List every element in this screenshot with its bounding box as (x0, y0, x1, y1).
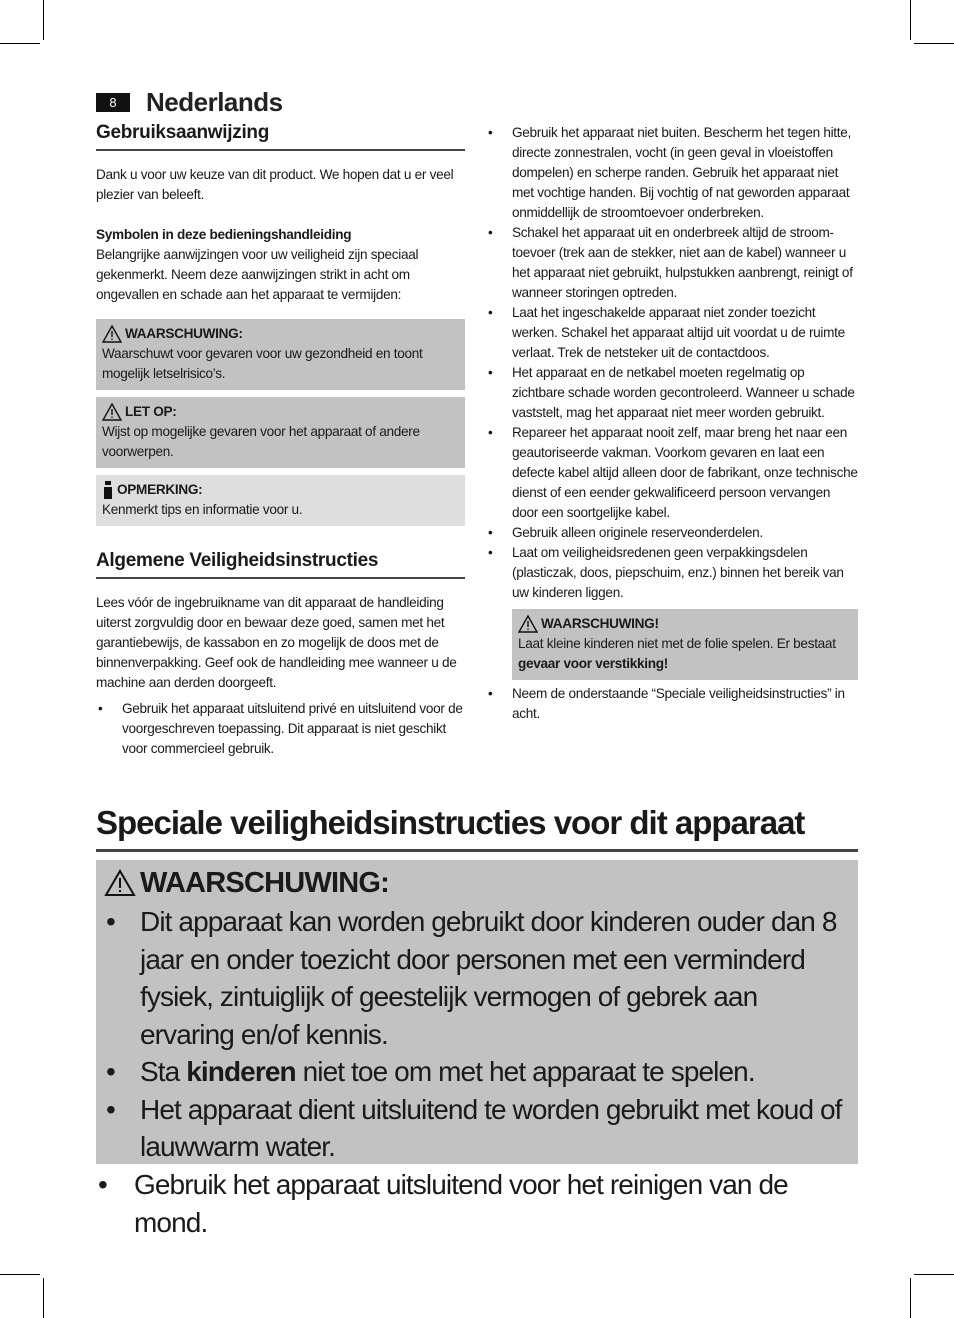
special-warning-list (104, 903, 850, 1166)
list-item: • Laat om veiligheidsredenen geen verpakkingsdelen (plasticzak, doos, piepschuim, enz.) binnen het bereik van uw kinderen liggen. (488, 545, 844, 600)
list-item: • Gebruik alleen originele reserveonderdelen. (486, 523, 858, 543)
packaging-warning-text: Laat kleine kinderen niet met de folie spelen. Er bestaat (518, 636, 836, 651)
caution-box-text: Wijst op mogelijke gevaren voor het apparaat of andere voorwerpen. (102, 424, 420, 459)
bullet: • (106, 1056, 115, 1087)
bullet: • (488, 425, 493, 440)
note-box-title: OPMERKING: (117, 482, 203, 497)
left-column (96, 122, 465, 759)
list-item: • Gebruik het apparaat uitsluitend privé en uitsluitend voor de voorgeschreven toepassing. Dit apparaat is niet geschikt voor commercieel gebruik. (98, 701, 463, 756)
warning-box-title: WAARSCHUWING: (125, 326, 243, 341)
bullet: • (98, 701, 103, 716)
right-column (486, 123, 858, 724)
general-safety-text: Lees vóór de ingebruikname van dit apparaat de handleiding uiterst zorgvuldig door en bewaar deze goed, samen met het garantiebewijs, de kassabon en zo mogelijk de doos met de binnenverpakking. Geef ook de handleiding mee wanneer u de machine aan derden doorgeeft. (96, 595, 457, 690)
packaging-warning-title: WAARSCHUWING! (541, 616, 659, 631)
crop-mark (914, 1274, 954, 1275)
bullet: • (106, 906, 115, 937)
bullet: • (106, 1093, 115, 1125)
warning-icon (102, 325, 122, 343)
crop-mark (910, 1278, 911, 1318)
list-item: • Sta kinderen niet toe om met het apparaat te spelen. (104, 1053, 850, 1091)
section-heading-general-safety: Algemene Veiligheidsinstructies (96, 550, 465, 579)
crop-mark (0, 43, 40, 44)
warning-box-text: Waarschuwt voor gevaren voor uw gezondheid en toont mogelijk letselrisico’s. (102, 346, 423, 381)
warning-icon (518, 615, 538, 633)
caution-box (96, 397, 465, 468)
list-item: • Het apparaat en de netkabel moeten regelmatig op zichtbare schade worden gecontroleerd. Wanneer u schade vaststelt, mag het apparaat niet meer worden gebruikt. (488, 365, 855, 420)
list-item: • Laat het ingeschakelde apparaat niet zonder toezicht werken. Schakel het apparaat altijd uit voordat u de ruimte verlaat. Trek de netsteker uit de contactdoos. (488, 305, 845, 360)
warning-icon (102, 403, 122, 421)
list-item: • Gebruik het apparaat uitsluitend voor het reinigen van de mond. (96, 1166, 858, 1241)
page-number: 8 (96, 93, 130, 112)
right-bullet-list-end (486, 684, 858, 724)
note-box-text: Kenmerkt tips en informatie voor u. (102, 502, 303, 517)
special-instructions-title: Speciale veiligheidsinstructies voor dit apparaat (96, 803, 858, 852)
bullet: • (488, 305, 493, 320)
bullet: • (98, 1169, 107, 1200)
info-icon (102, 480, 114, 500)
language-title: Nederlands (146, 86, 283, 117)
crop-mark (43, 0, 44, 40)
packaging-warning-box (512, 609, 858, 680)
list-item: • Het apparaat dient uitsluitend te worden gebruikt met koud of lauwwarm water. (104, 1091, 850, 1166)
crop-mark (914, 43, 954, 44)
bullet: • (488, 225, 493, 240)
note-box (96, 475, 465, 526)
caution-box-title: LET OP: (125, 404, 177, 419)
section-heading-instructions: Gebruiksaanwijzing (96, 122, 465, 151)
special-warning-title: WAARSCHUWING: (140, 867, 389, 899)
warning-icon (104, 869, 136, 897)
crop-mark (43, 1278, 44, 1318)
list-item: • Neem de onderstaande “Speciale veiligheidsinstructies” in acht. (488, 686, 845, 721)
crop-mark (910, 0, 911, 40)
left-bullet-list (96, 699, 465, 759)
warning-box (96, 319, 465, 390)
list-item: • Repareer het apparaat nooit zelf, maar breng het naar een geautoriseerde vakman. Voorkom gevaren en laat een defecte kabel altijd alleen door de fabrikant, onze technische dienst of een eender gekwalificeerd persoon vervangen door een soortgelijke kabel. (488, 425, 858, 520)
bullet: • (488, 125, 493, 140)
list-item: • Schakel het apparaat uit en onderbreek altijd de stroom-toevoer (trek aan de stekker, niet aan de kabel) wanneer u het apparaat niet gebruikt, hulpstukken aanbrengt, reinigt of wanneer storingen optreden. (488, 225, 853, 300)
special-list-after (96, 1166, 858, 1241)
bullet: • (488, 525, 493, 540)
bullet: • (488, 686, 493, 701)
list-item: • Gebruik het apparaat niet buiten. Bescherm het tegen hitte, directe zonnestralen, vocht (in geen geval in vloeistoffen dompelen) en scherpe randen. Gebruik het apparaat niet met vochtige handen. Bij vochtig of nat geworden apparaat onmiddellijk de stroomtoevoer onderbreken. (488, 125, 851, 220)
symbols-heading: Symbolen in deze bedieningshandleiding (96, 227, 352, 242)
list-item: • Dit apparaat kan worden gebruikt door kinderen ouder dan 8 jaar en onder toezicht door personen met een verminderd fysiek, zintuiglijk of geestelijk vermogen of gebrek aan ervaring en/of kennis. (104, 903, 850, 1053)
special-warning-box (96, 860, 858, 1164)
bullet: • (488, 545, 493, 560)
crop-mark (0, 1274, 40, 1275)
right-bullet-list (486, 123, 858, 603)
packaging-warning-bold: gevaar voor verstikking! (518, 656, 668, 671)
symbols-text: Belangrijke aanwijzingen voor uw veiligheid zijn speciaal gekenmerkt. Neem deze aanwijzingen strikt in acht om ongevallen en schade aan het apparaat te vermijden: (96, 247, 419, 302)
page-header (96, 86, 283, 118)
bullet: • (488, 365, 493, 380)
intro-text: Dank u voor uw keuze van dit product. We hopen dat u er veel plezier van beleeft. (96, 167, 454, 202)
